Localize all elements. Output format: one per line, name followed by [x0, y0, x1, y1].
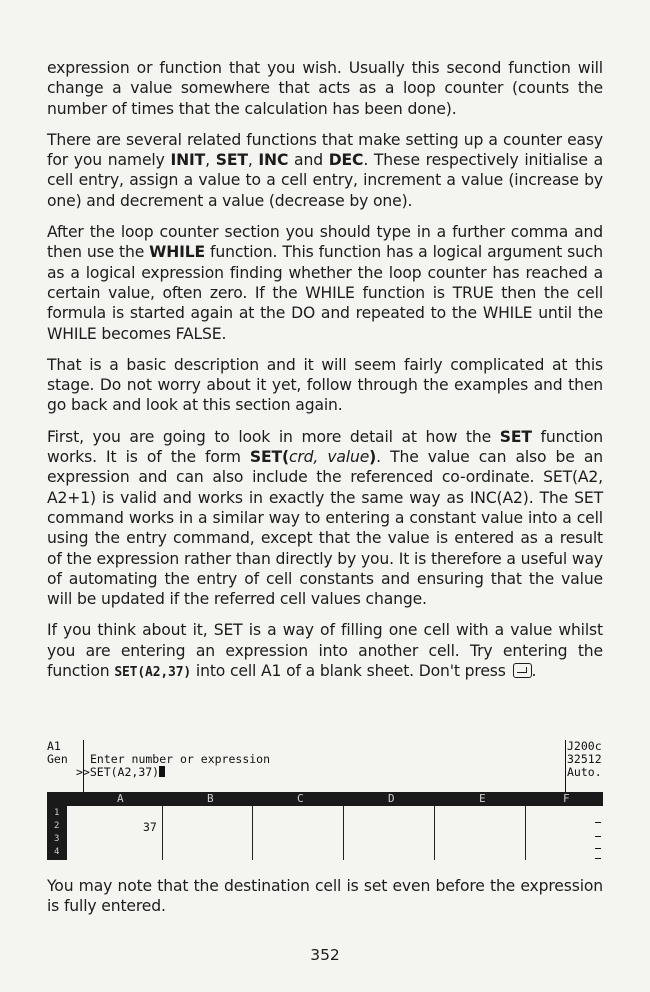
column-header-d[interactable]: D: [388, 792, 395, 805]
grid-line: [162, 806, 163, 860]
scroll-tick: [595, 858, 601, 859]
p5-text-c: . The value can also be an expression and can also include the referenced co-ordinate. SET(A2, A2+1) is valid and works in exactly the same way as INC(A2). The SET command works in a similar way to entering a constant value into a cell using the entry command, except that the value is entered as a result of the expression rather than directly by you. It is therefore a useful way of automating the entry of cell constants and ensuring that the value will be updated if the referred cell values change.: [47, 448, 603, 609]
grid-line: [343, 806, 344, 860]
column-header-a[interactable]: A: [117, 792, 124, 805]
entry-line: [76, 766, 270, 779]
prompt-marker: >>: [76, 765, 90, 779]
header-divider-right: [565, 740, 566, 792]
prompt-message: Enter number or expression: [90, 752, 271, 766]
p6-text-b: into cell A1 of a blank sheet. Don't press: [191, 662, 511, 681]
paragraph-2: [47, 130, 603, 211]
grid-line: [525, 806, 526, 860]
keyword-init: INIT: [170, 151, 206, 170]
status-line-1: J200c: [567, 739, 602, 753]
p3-text-b: function. This function has a logical argument such as a logical expression finding whether the loop counter has reached a certain value, often zero. If the WHILE function is TRUE then the cell formula is started again at the DO and repeated to the WHILE until the WHILE becomes FALSE.: [47, 243, 603, 343]
entry-text[interactable]: SET(A2,37): [89, 765, 160, 779]
entry-area: [76, 752, 271, 779]
p6-text-a: If you think about it, SET is a way of filling one cell with a value whilst you are entering an expression into another cell. Try entering the function: [47, 621, 603, 681]
status-line-2: 32512: [567, 752, 602, 766]
sheet-status-left: [47, 740, 68, 766]
form-args: crd, value: [288, 448, 370, 467]
paragraph-3: [47, 222, 603, 344]
grid-line: [252, 806, 253, 860]
form-close: ): [369, 448, 377, 467]
column-header-c[interactable]: C: [297, 792, 304, 805]
mode-indicator: Gen: [47, 752, 68, 766]
column-header-e[interactable]: E: [479, 792, 486, 805]
p2-text-b: . These respectively initialise a cell entry, assign a value to a cell entry, increment a value (increase by one) and decrement a value (decrease by one).: [47, 151, 603, 210]
p3-text-a: After the loop counter section you should type in a further comma and then use the: [47, 223, 603, 262]
p5-text-b: function works. It is of the form: [47, 427, 603, 467]
paragraph-5: [47, 427, 603, 610]
keyword-inc: INC: [258, 151, 289, 170]
column-header-bar: [47, 792, 603, 806]
p2-sep-2: ,: [247, 151, 259, 170]
paragraph-7: You may note that the destination cell is set even before the expression is fully entered.: [47, 877, 603, 916]
scroll-tick: [595, 848, 601, 849]
keyword-dec: DEC: [328, 151, 364, 170]
paragraph-1: expression or function that you wish. Usually this second function will change a value somewhere that acts as a loop counter (counts the number of times that the calculation has been done).: [47, 59, 603, 118]
row-header-4[interactable]: 4: [54, 847, 60, 857]
p5-text-a: First, you are going to look in more detail at how the: [47, 427, 500, 446]
code-set-a2-37: SET(A2,37): [114, 665, 192, 681]
keyword-while: WHILE: [149, 243, 206, 262]
cell-a2-value[interactable]: 37: [143, 820, 157, 834]
page-body-bottom: [47, 876, 603, 928]
row-header-3[interactable]: 3: [54, 834, 60, 844]
sheet-status-right: [567, 740, 603, 779]
paragraph-6: [47, 620, 603, 683]
return-key-icon: [513, 663, 532, 678]
page-number: 352: [310, 946, 340, 964]
p2-text-a: There are several related functions that make setting up a counter easy for you namely: [47, 130, 603, 170]
column-header-b[interactable]: B: [207, 792, 214, 805]
p6-text-c: .: [531, 662, 537, 681]
scroll-tick: [595, 836, 601, 837]
keyword-set: SET: [215, 151, 248, 170]
p2-sep-1: ,: [205, 151, 216, 170]
spreadsheet-screenshot: [47, 740, 603, 860]
row-header-2[interactable]: 2: [54, 821, 60, 831]
row-header-1[interactable]: 1: [54, 808, 60, 818]
grid-line: [434, 806, 435, 860]
cell-reference: A1: [47, 739, 61, 753]
status-line-3: Auto.: [567, 765, 602, 779]
column-header-f[interactable]: F: [563, 792, 570, 805]
form-open: SET(: [249, 448, 289, 467]
paragraph-4: That is a basic description and it will seem fairly complicated at this stage. Do not worry about it yet, follow through the examples and then go back and look at this section again.: [47, 355, 603, 415]
row-header-bar: [47, 806, 67, 860]
page-body: [47, 58, 603, 694]
keyword-set-2: SET: [499, 427, 532, 446]
scroll-tick: [595, 822, 601, 823]
p2-and: and: [288, 151, 329, 170]
text-cursor: [159, 766, 165, 777]
